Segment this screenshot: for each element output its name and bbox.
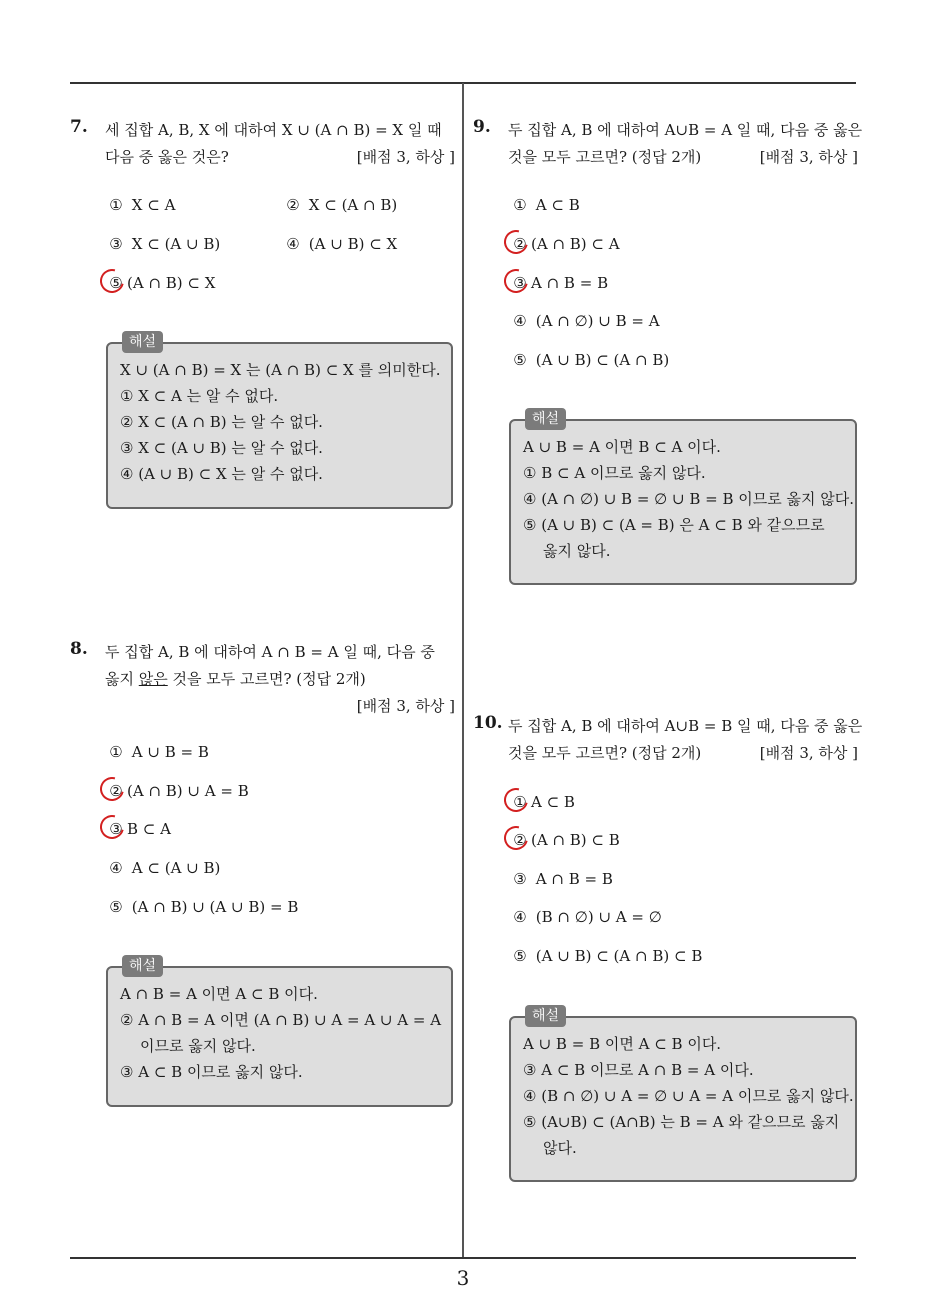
choice-text: X ⊂ A: [131, 196, 176, 214]
question-line-1: 두 집합 A, B 에 대하여 A ∩ B = A 일 때, 다음 중: [105, 643, 435, 661]
choice-number: ②: [109, 782, 123, 800]
score-label: [배점 3, 하상 ]: [759, 148, 858, 166]
solution-box: [509, 411, 857, 585]
choice-number: ⑤: [109, 274, 123, 292]
solution-line: ③ A ⊂ B 이므로 A ∩ B = A 이다.: [523, 1061, 754, 1079]
choice-3[interactable]: [105, 234, 220, 254]
choice-number: ④: [286, 235, 300, 253]
score-label: [배점 3, 하상 ]: [356, 697, 455, 715]
choice-5[interactable]: [509, 350, 669, 370]
question-line-2: [105, 666, 455, 693]
question-line-2-text: 다음 중 옳은 것은?: [105, 148, 229, 166]
solution-box: [106, 958, 453, 1107]
choice-3[interactable]: [509, 869, 613, 889]
solution-line: ⑤ (A ∪ B) ⊂ (A = B) 은 A ⊂ B 와 같으므로: [523, 516, 825, 534]
question-text: [508, 713, 863, 767]
choice-text: (A ∩ ∅) ∪ B = A: [535, 312, 660, 330]
choice-2[interactable]: [509, 830, 620, 850]
solution-line: X ∪ (A ∩ B) = X 는 (A ∩ B) ⊂ X 를 의미한다.: [120, 361, 441, 379]
bottom-rule: [70, 1257, 856, 1259]
choice-number: ⑤: [513, 947, 527, 965]
question-number: 9.: [473, 117, 491, 137]
question-line-2: [508, 740, 858, 767]
choice-number: ④: [513, 312, 527, 330]
choice-text: A ∩ B = B: [535, 870, 613, 888]
solution-line: ④ (A ∩ ∅) ∪ B = ∅ ∪ B = B 이므로 옳지 않다.: [523, 490, 854, 508]
score-label: [배점 3, 하상 ]: [759, 744, 858, 762]
choice-text: X ⊂ (A ∩ B): [308, 196, 398, 214]
question-text: [508, 117, 863, 171]
solution-line: ④ (B ∩ ∅) ∪ A = ∅ ∪ A = A 이므로 옳지 않다.: [523, 1087, 854, 1105]
choice-4[interactable]: [509, 907, 662, 927]
choice-text: X ⊂ (A ∪ B): [131, 235, 221, 253]
choice-text: (A ∩ B) ⊂ A: [531, 235, 620, 253]
choice-number: ①: [513, 196, 527, 214]
choice-text: (B ∩ ∅) ∪ A = ∅: [535, 908, 662, 926]
choice-text: (A ∩ B) ∪ A = B: [127, 782, 249, 800]
choice-3[interactable]: [105, 819, 171, 839]
question-line-2: [508, 144, 858, 171]
choice-text: A ⊂ B: [531, 793, 575, 811]
choice-4[interactable]: [282, 234, 397, 254]
choice-text: (A ∪ B) ⊂ (A ∩ B): [535, 351, 670, 369]
question-number: 10.: [473, 713, 503, 733]
choice-3[interactable]: [509, 273, 608, 293]
choice-4[interactable]: [105, 858, 220, 878]
choice-number: ①: [109, 743, 123, 761]
choice-number: ②: [286, 196, 300, 214]
choice-text: A ⊂ B: [535, 196, 580, 214]
solution-line: 않다.: [543, 1139, 577, 1157]
choice-1[interactable]: [105, 195, 175, 215]
choice-number: ④: [109, 859, 123, 877]
choice-2[interactable]: [282, 195, 397, 215]
solution-line: ① X ⊂ A 는 알 수 없다.: [120, 387, 279, 405]
underlined-word: 않은: [138, 670, 168, 688]
question-line-2-text: 것을 모두 고르면? (정답 2개): [508, 744, 702, 762]
question-line-1: 두 집합 A, B 에 대하여 A∪B = B 일 때, 다음 중 옳은: [508, 717, 863, 735]
choice-2[interactable]: [105, 781, 249, 801]
choice-4[interactable]: [509, 311, 660, 331]
solution-line: A ∪ B = B 이면 A ⊂ B 이다.: [523, 1035, 722, 1053]
solution-box: [509, 1008, 857, 1182]
solution-box: [106, 334, 453, 509]
choice-text: (A ∩ B) ⊂ X: [127, 274, 216, 292]
choice-text: B ⊂ A: [127, 820, 171, 838]
question-text: [105, 639, 455, 720]
choice-text: (A ∪ B) ⊂ X: [308, 235, 398, 253]
solution-tag: 해설: [525, 1005, 566, 1027]
choice-text: A ⊂ (A ∪ B): [131, 859, 221, 877]
page-number: 3: [456, 1266, 470, 1290]
choice-5[interactable]: [105, 897, 298, 917]
solution-tag: 해설: [122, 331, 163, 353]
choice-number: ⑤: [513, 351, 527, 369]
choice-number: ①: [513, 793, 527, 811]
solution-line: ① B ⊂ A 이므로 옳지 않다.: [523, 464, 706, 482]
choice-5[interactable]: [509, 946, 702, 966]
solution-line: A ∩ B = A 이면 A ⊂ B 이다.: [120, 985, 318, 1003]
question-line-2: [105, 144, 455, 171]
choice-5[interactable]: [105, 273, 215, 293]
solution-line: ③ X ⊂ (A ∪ B) 는 알 수 없다.: [120, 439, 323, 457]
question-number: 8.: [70, 639, 88, 659]
question-text: [105, 117, 455, 171]
choice-text: (A ∩ B) ∪ (A ∪ B) = B: [131, 898, 299, 916]
choice-1[interactable]: [509, 195, 580, 215]
choice-text: (A ∩ B) ⊂ B: [531, 831, 620, 849]
solution-line: 옳지 않다.: [543, 542, 611, 560]
choice-text: (A ∪ B) ⊂ (A ∩ B) ⊂ B: [535, 947, 703, 965]
choice-number: ①: [109, 196, 123, 214]
choice-number: ③: [109, 820, 123, 838]
solution-tag: 해설: [525, 408, 566, 430]
choice-number: ③: [513, 274, 527, 292]
choice-2[interactable]: [509, 234, 620, 254]
choice-number: ③: [109, 235, 123, 253]
question-line-2-text: 것을 모두 고르면? (정답 2개): [508, 148, 702, 166]
solution-line: ③ A ⊂ B 이므로 옳지 않다.: [120, 1063, 303, 1081]
column-divider: [462, 83, 464, 1258]
solution-line: ④ (A ∪ B) ⊂ X 는 알 수 없다.: [120, 465, 323, 483]
solution-line: A ∪ B = A 이면 B ⊂ A 이다.: [523, 438, 721, 456]
choice-number: ③: [513, 870, 527, 888]
solution-line: ② X ⊂ (A ∩ B) 는 알 수 없다.: [120, 413, 323, 431]
question-number: 7.: [70, 117, 88, 137]
choice-number: ⑤: [109, 898, 123, 916]
solution-line: 이므로 옳지 않다.: [140, 1037, 256, 1055]
score-label: [배점 3, 하상 ]: [356, 148, 455, 166]
question-line-1: 두 집합 A, B 에 대하여 A∪B = A 일 때, 다음 중 옳은: [508, 121, 863, 139]
choice-text: A ∩ B = B: [531, 274, 609, 292]
solution-tag: 해설: [122, 955, 163, 977]
question-line-1: 세 집합 A, B, X 에 대하여 X ∪ (A ∩ B) = X 일 때: [105, 121, 442, 139]
choice-1[interactable]: [105, 742, 209, 762]
choice-number: ②: [513, 235, 527, 253]
question-line-2-end: 것을 모두 고르면? (정답 2개): [167, 670, 366, 688]
choice-text: A ∪ B = B: [131, 743, 209, 761]
choice-1[interactable]: [509, 792, 575, 812]
solution-line: ⑤ (A∪B) ⊂ (A∩B) 는 B = A 와 같으므로 옳지: [523, 1113, 840, 1131]
choice-number: ②: [513, 831, 527, 849]
solution-line: ② A ∩ B = A 이면 (A ∩ B) ∪ A = A ∪ A = A: [120, 1011, 442, 1029]
choice-number: ④: [513, 908, 527, 926]
question-line-2-start: 옳지: [105, 670, 139, 688]
